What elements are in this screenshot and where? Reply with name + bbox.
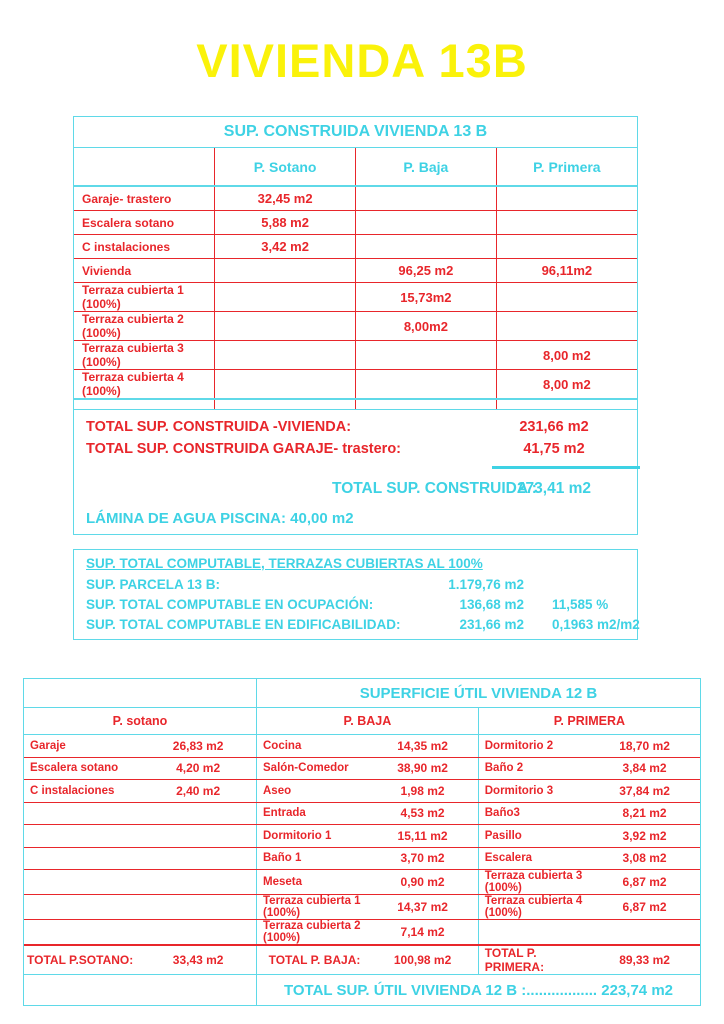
ocupacion-percent: 11,585 % xyxy=(552,597,609,612)
primera-item-value: 8,21 m2 xyxy=(589,802,700,825)
sotano-item-name xyxy=(24,825,140,848)
sotano-item-name xyxy=(24,870,140,895)
row-label: Terraza cubierta 2 (100%) xyxy=(74,312,215,341)
primera-item-value: 18,70 m2 xyxy=(589,735,700,758)
baja-item-value: 14,35 m2 xyxy=(367,735,478,758)
cell-primera xyxy=(496,211,637,235)
cell-baja xyxy=(356,186,497,211)
primera-item-value: 37,84 m2 xyxy=(589,780,700,803)
col-header-p-sotano: P. sotano xyxy=(24,708,257,735)
total-garaje-label: TOTAL SUP. CONSTRUIDA GARAJE- trastero: xyxy=(86,441,402,457)
ocupacion-value: 136,68 m2 xyxy=(459,597,524,612)
computable-heading: SUP. TOTAL COMPUTABLE, TERRAZAS CUBIERTAS AL 100% xyxy=(86,556,483,571)
row-label: Garaje- trastero xyxy=(74,186,215,211)
total-divider-rule xyxy=(492,466,640,469)
sotano-item-name xyxy=(24,847,140,870)
column-header-row xyxy=(74,148,637,187)
primera-item-name: Escalera xyxy=(478,847,589,870)
baja-item-name: Entrada xyxy=(257,802,368,825)
table-row xyxy=(24,895,700,920)
row-label: C instalaciones xyxy=(74,235,215,259)
primera-item-name xyxy=(478,920,589,946)
cell-primera: 8,00 m2 xyxy=(496,341,637,370)
baja-item-name: Dormitorio 1 xyxy=(257,825,368,848)
baja-item-value: 0,90 m2 xyxy=(367,870,478,895)
sotano-item-name: Garaje xyxy=(24,735,140,758)
baja-item-name: Meseta xyxy=(257,870,368,895)
sotano-item-name xyxy=(24,802,140,825)
table-row xyxy=(24,847,700,870)
primera-item-value: 3,08 m2 xyxy=(589,847,700,870)
cell-primera: 96,11m2 xyxy=(496,259,637,283)
grand-total-blank xyxy=(24,975,257,1006)
superficie-util-title: SUPERFICIE ÚTIL VIVIENDA 12 B xyxy=(257,679,701,708)
cell-baja xyxy=(356,341,497,370)
total-primera-label: TOTAL P. PRIMERA: xyxy=(478,945,589,975)
col-header-primera: P. Primera xyxy=(496,148,637,187)
cell-sotano xyxy=(215,259,356,283)
sotano-item-name xyxy=(24,895,140,920)
total-baja-value: 100,98 m2 xyxy=(367,945,478,975)
table-row xyxy=(24,757,700,780)
table-row xyxy=(74,259,637,283)
baja-item-value: 1,98 m2 xyxy=(367,780,478,803)
col-header-baja: P. Baja xyxy=(356,148,497,187)
baja-item-name: Terraza cubierta 1 (100%) xyxy=(257,895,368,920)
total-primera-value: 89,33 m2 xyxy=(589,945,700,975)
sotano-item-value xyxy=(140,802,256,825)
baja-item-value: 3,70 m2 xyxy=(367,847,478,870)
total-vivienda-value: 231,66 m2 xyxy=(519,419,589,435)
table-header-row xyxy=(74,117,637,148)
table-row xyxy=(74,312,637,341)
table-row xyxy=(74,370,637,400)
lamina-agua-piscina: LÁMINA DE AGUA PISCINA: 40,00 m2 xyxy=(86,510,354,527)
primera-item-name: Dormitorio 3 xyxy=(478,780,589,803)
sup-construida-table xyxy=(73,116,638,430)
baja-item-value: 14,37 m2 xyxy=(367,895,478,920)
cell-sotano: 32,45 m2 xyxy=(215,186,356,211)
table-row xyxy=(24,735,700,758)
cell-primera xyxy=(496,312,637,341)
util-totals-row xyxy=(24,945,700,975)
col-header-sotano: P. Sotano xyxy=(215,148,356,187)
sotano-item-value: 26,83 m2 xyxy=(140,735,256,758)
baja-item-value: 15,11 m2 xyxy=(367,825,478,848)
cell-sotano xyxy=(215,341,356,370)
primera-item-value: 3,92 m2 xyxy=(589,825,700,848)
cell-baja: 15,73m2 xyxy=(356,283,497,312)
cell-primera xyxy=(496,283,637,312)
baja-item-value: 7,14 m2 xyxy=(367,920,478,946)
grand-total-value: 273,41 m2 xyxy=(516,480,592,497)
cell-baja xyxy=(356,370,497,400)
baja-item-name: Salón-Comedor xyxy=(257,757,368,780)
table-row xyxy=(74,211,637,235)
cell-sotano: 3,42 m2 xyxy=(215,235,356,259)
util-header-row xyxy=(24,679,700,708)
table-row xyxy=(74,235,637,259)
table-row xyxy=(24,802,700,825)
cell-primera xyxy=(496,186,637,211)
baja-item-name: Aseo xyxy=(257,780,368,803)
baja-item-value: 38,90 m2 xyxy=(367,757,478,780)
cell-sotano xyxy=(215,283,356,312)
util-grand-total-row xyxy=(24,975,700,1006)
cell-sotano xyxy=(215,312,356,341)
cell-sotano: 5,88 m2 xyxy=(215,211,356,235)
primera-item-name: Baño 2 xyxy=(478,757,589,780)
edificabilidad-ratio: 0,1963 m2/m2 xyxy=(552,617,640,632)
primera-item-value: 3,84 m2 xyxy=(589,757,700,780)
util-grand-total: TOTAL SUP. ÚTIL VIVIENDA 12 B :................. 223,74 m2 xyxy=(257,975,701,1006)
cell-primera xyxy=(496,235,637,259)
col-header-p-baja: P. BAJA xyxy=(257,708,479,735)
superficie-util-table xyxy=(23,678,701,1006)
primera-item-name: Terraza cubierta 4 (100%) xyxy=(478,895,589,920)
table-row xyxy=(24,920,700,946)
grand-total-label: TOTAL SUP. CONSTRUIDA : xyxy=(332,480,537,497)
edificabilidad-value: 231,66 m2 xyxy=(459,617,524,632)
primera-item-name: Dormitorio 2 xyxy=(478,735,589,758)
page-title: VIVIENDA 13B xyxy=(196,34,528,87)
parcela-value: 1.179,76 m2 xyxy=(448,577,524,592)
row-label: Terraza cubierta 4 (100%) xyxy=(74,370,215,400)
table-row xyxy=(74,186,637,211)
primera-item-name: Pasillo xyxy=(478,825,589,848)
primera-item-value xyxy=(589,920,700,946)
sotano-item-name: Escalera sotano xyxy=(24,757,140,780)
total-baja-label: TOTAL P. BAJA: xyxy=(257,945,368,975)
ocupacion-label: SUP. TOTAL COMPUTABLE EN OCUPACIÓN: xyxy=(86,597,374,612)
primera-item-name: Baño3 xyxy=(478,802,589,825)
total-sotano-value: 33,43 m2 xyxy=(140,945,256,975)
computable-box xyxy=(73,549,638,640)
sotano-item-value xyxy=(140,847,256,870)
util-column-header-row xyxy=(24,708,700,735)
table-row xyxy=(74,283,637,312)
total-garaje-value: 41,75 m2 xyxy=(523,441,585,457)
sotano-item-value xyxy=(140,870,256,895)
sotano-item-value: 2,40 m2 xyxy=(140,780,256,803)
baja-item-value: 4,53 m2 xyxy=(367,802,478,825)
totals-summary-box xyxy=(73,409,638,535)
parcela-label: SUP. PARCELA 13 B: xyxy=(86,577,221,592)
cell-baja: 96,25 m2 xyxy=(356,259,497,283)
col-header-p-primera: P. PRIMERA xyxy=(478,708,700,735)
sotano-item-name: C instalaciones xyxy=(24,780,140,803)
cell-baja: 8,00m2 xyxy=(356,312,497,341)
baja-item-name: Terraza cubierta 2 (100%) xyxy=(257,920,368,946)
row-label: Terraza cubierta 3 (100%) xyxy=(74,341,215,370)
cell-baja xyxy=(356,235,497,259)
sotano-item-value xyxy=(140,825,256,848)
primera-item-value: 6,87 m2 xyxy=(589,870,700,895)
col-header-blank xyxy=(74,148,215,187)
sup-construida-title: SUP. CONSTRUIDA VIVIENDA 13 B xyxy=(74,117,637,148)
baja-item-name: Cocina xyxy=(257,735,368,758)
sotano-item-name xyxy=(24,920,140,946)
sotano-item-value: 4,20 m2 xyxy=(140,757,256,780)
sotano-item-value xyxy=(140,895,256,920)
table-row xyxy=(24,825,700,848)
primera-item-value: 6,87 m2 xyxy=(589,895,700,920)
cell-baja xyxy=(356,211,497,235)
baja-item-name: Baño 1 xyxy=(257,847,368,870)
table-row xyxy=(74,341,637,370)
util-header-blank xyxy=(24,679,257,708)
total-vivienda-label: TOTAL SUP. CONSTRUIDA -VIVIENDA: xyxy=(86,419,352,435)
row-label: Vivienda xyxy=(74,259,215,283)
row-label: Terraza cubierta 1 (100%) xyxy=(74,283,215,312)
edificabilidad-label: SUP. TOTAL COMPUTABLE EN EDIFICABILIDAD: xyxy=(86,617,401,632)
sotano-item-value xyxy=(140,920,256,946)
total-sotano-label: TOTAL P.SOTANO: xyxy=(24,945,140,975)
table-row xyxy=(24,780,700,803)
cell-primera: 8,00 m2 xyxy=(496,370,637,400)
row-label: Escalera sotano xyxy=(74,211,215,235)
table-row xyxy=(24,870,700,895)
cell-sotano xyxy=(215,370,356,400)
primera-item-name: Terraza cubierta 3 (100%) xyxy=(478,870,589,895)
